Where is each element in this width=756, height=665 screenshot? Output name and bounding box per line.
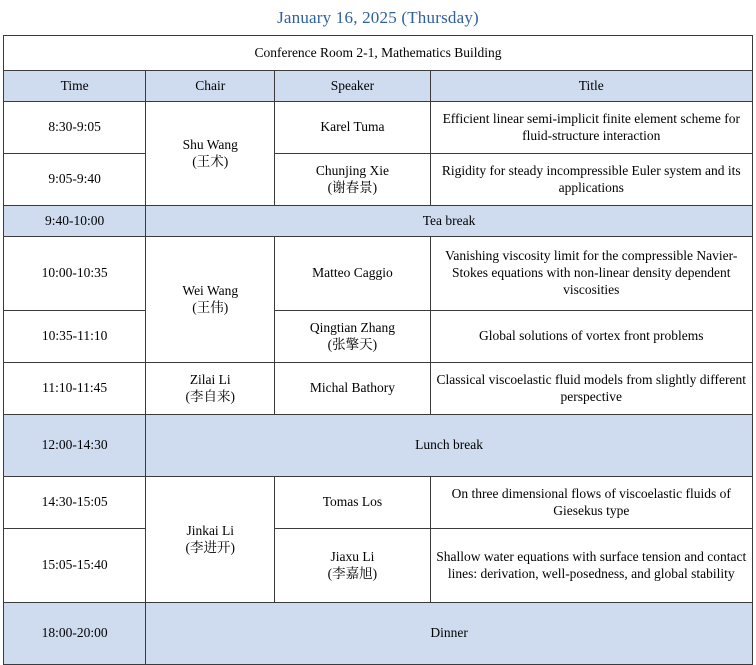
cell-title: Global solutions of vortex front problems bbox=[430, 311, 752, 363]
page-title: January 16, 2025 (Thursday) bbox=[277, 8, 479, 27]
column-header-title: Title bbox=[430, 71, 752, 102]
table-header-row bbox=[4, 71, 753, 102]
cell-speaker bbox=[275, 154, 430, 206]
cell-title: Rigidity for steady incompressible Euler system and its applications bbox=[430, 154, 752, 206]
cell-speaker bbox=[275, 237, 430, 311]
cell-chair bbox=[146, 363, 275, 415]
cell-time: 10:35-11:10 bbox=[4, 311, 146, 363]
cell-time: 10:00-10:35 bbox=[4, 237, 146, 311]
cell-time: 12:00-14:30 bbox=[4, 415, 146, 477]
cell-time: 9:05-9:40 bbox=[4, 154, 146, 206]
speaker-name: Michal Bathory bbox=[309, 380, 395, 396]
cell-time: 8:30-9:05 bbox=[4, 102, 146, 154]
break-row-tea bbox=[4, 206, 753, 237]
cell-title: Shallow water equations with surface tension and contact lines: derivation, well-posedness, and global stability bbox=[430, 529, 752, 603]
cell-time: 15:05-15:40 bbox=[4, 529, 146, 603]
chair-name: Zilai Li bbox=[189, 371, 231, 387]
venue-row bbox=[4, 36, 753, 71]
cell-speaker bbox=[275, 529, 430, 603]
column-header-time: Time bbox=[4, 71, 146, 102]
column-header-speaker: Speaker bbox=[275, 71, 430, 102]
cell-title: On three dimensional flows of viscoelastic fluids of Giesekus type bbox=[430, 477, 752, 529]
speaker-name: Jiaxu Li bbox=[330, 548, 375, 564]
table-row bbox=[4, 102, 753, 154]
cell-speaker bbox=[275, 477, 430, 529]
cell-speaker bbox=[275, 102, 430, 154]
column-header-chair: Chair bbox=[146, 71, 275, 102]
chair-name-cn: (王术) bbox=[192, 153, 229, 169]
break-label: Dinner bbox=[146, 603, 753, 665]
cell-title: Vanishing viscosity limit for the compressible Navier-Stokes equations with non-linear density dependent viscosities bbox=[430, 237, 752, 311]
speaker-name: Tomas Los bbox=[322, 494, 383, 510]
cell-chair bbox=[146, 237, 275, 363]
cell-speaker bbox=[275, 363, 430, 415]
cell-time: 14:30-15:05 bbox=[4, 477, 146, 529]
cell-speaker bbox=[275, 311, 430, 363]
table-row bbox=[4, 477, 753, 529]
chair-name-cn: (王伟) bbox=[192, 299, 229, 315]
speaker-name: Chunjing Xie bbox=[315, 162, 389, 178]
schedule-table bbox=[3, 35, 753, 665]
break-row-dinner bbox=[4, 603, 753, 665]
break-row-lunch bbox=[4, 415, 753, 477]
chair-name-cn: (李自来) bbox=[185, 388, 235, 404]
speaker-name: Matteo Caggio bbox=[312, 265, 393, 281]
table-row bbox=[4, 529, 753, 603]
chair-name: Jinkai Li bbox=[186, 522, 235, 538]
cell-title: Classical viscoelastic fluid models from slightly different perspective bbox=[430, 363, 752, 415]
cell-time: 18:00-20:00 bbox=[4, 603, 146, 665]
speaker-name: Karel Tuma bbox=[320, 119, 385, 135]
break-label: Tea break bbox=[146, 206, 753, 237]
cell-chair bbox=[146, 477, 275, 603]
table-row bbox=[4, 154, 753, 206]
chair-name: Wei Wang bbox=[182, 282, 239, 298]
cell-title: Efficient linear semi-implicit finite element scheme for fluid-structure interaction bbox=[430, 102, 752, 154]
cell-time: 11:10-11:45 bbox=[4, 363, 146, 415]
speaker-name-cn: (谢春景) bbox=[327, 179, 378, 195]
venue-label: Conference Room 2-1, Mathematics Building bbox=[4, 36, 753, 71]
table-row bbox=[4, 363, 753, 415]
speaker-name: Qingtian Zhang bbox=[309, 319, 395, 335]
table-row bbox=[4, 237, 753, 311]
chair-name: Shu Wang bbox=[182, 136, 238, 152]
cell-chair bbox=[146, 102, 275, 206]
chair-name-cn: (李进开) bbox=[185, 539, 235, 555]
cell-time: 9:40-10:00 bbox=[4, 206, 146, 237]
break-label: Lunch break bbox=[146, 415, 753, 477]
speaker-name-cn: (张擎天) bbox=[327, 336, 378, 352]
speaker-name-cn: (李嘉旭) bbox=[327, 565, 378, 581]
table-row bbox=[4, 311, 753, 363]
